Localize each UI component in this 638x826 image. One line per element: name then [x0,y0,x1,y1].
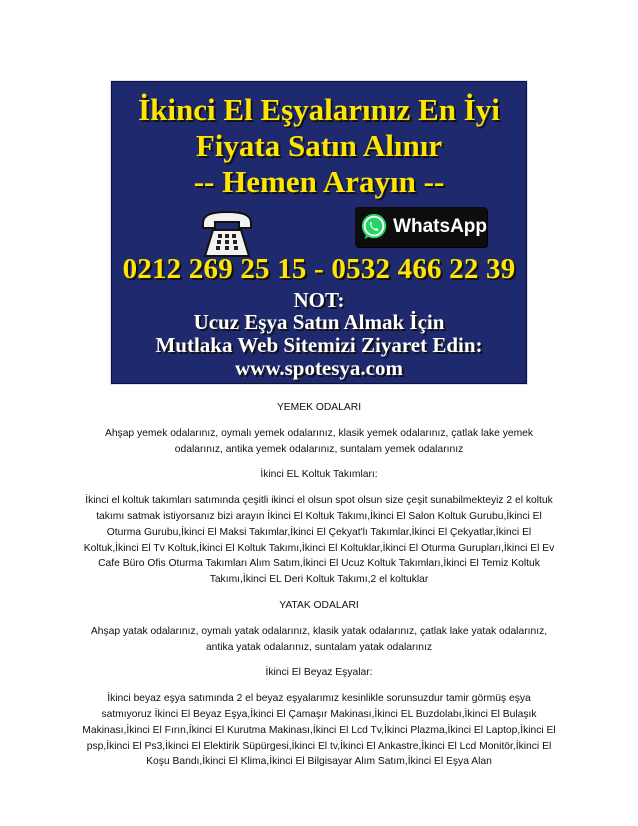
banner-headline-3: -- Hemen Arayın -- [193,164,445,199]
website-url: www.spotesya.com [235,356,403,380]
note-line-1: Ucuz Eşya Satın Almak İçin [193,310,445,334]
note-line-2: Mutlaka Web Sitemizi Ziyaret Edin: [155,333,483,357]
whatsapp-icon [359,211,389,243]
document-body [82,400,556,780]
advertisement-banner [110,80,528,385]
section-title-yemek: YEMEK ODALARI [276,402,362,413]
phone-numbers: 0212 269 25 15 - 0532 466 22 39 [122,253,516,285]
section-text-yemek: Ahşap yemek odalarınız, oymalı yemek odalarınız, klasik yemek odalarınız, çatlak lake yemek odalarınız, antika yemek odalarınız, suntalam yemek odalarınız [104,427,534,455]
whatsapp-badge [355,207,487,247]
banner-headline-1: İkinci El Eşyalarınız En İyi [138,92,500,127]
section-text-yatak: Ahşap yatak odalarınız, oymalı yatak odalarınız, klasik yatak odalarınız, çatlak lake yatak odalarınız, antika yatak odalarınız, suntalam yatak odalarınız [90,625,548,653]
banner-headline-2: Fiyata Satın Alınır [195,128,443,163]
section-text-beyaz: İkinci beyaz eşya satımında 2 el beyaz eşyalarımız kesinlikle sorunsuzdur tamir görmüş eşya satmıyoruz İkinci El Beyaz Eşya,İkinci El Çamaşır Makinası,İkinci EL Buzdolabı,İkinci El Bulaşık Makinası,İkinci El Fırın,İkinci El Kurutma Makinası,İkinci El Lcd Tv,İkinci Plazma,İkinci El Laptop,İkinci El psp,İkinci El Ps3,İkinci El Elektirik Süpürgesi,İkinci El tv,İkinci El Ankastre,İkinci El Lcd Monitör,İkinci El Koşu Bandı,İkinci El Klima,İkinci El Bilgisayar Alım Satım,İkinci El Eşya Alan [82,693,556,768]
whatsapp-label: WhatsApp [393,216,487,237]
section-title-yatak: YATAK ODALARI [279,599,359,611]
section-title-koltuk: İkinci EL Koltuk Takımları: [260,469,378,481]
note-title: NOT: [293,288,345,312]
section-title-beyaz: İkinci El Beyaz Eşyalar: [265,667,373,679]
section-text-koltuk: İkinci el koltuk takımları satımında çeşitli ikinci el olsun spot olsun size çeşit sunabilmekteyiz 2 el koltuk takımı satmak istiyorsanız bizi arayın İkinci El Koltuk Takımı,İkinci El Salon Koltuk Gurubu,İkinci El Oturma Gurubu,İkinci El Maksi Takımlar,İkinci El Çekyat'lı Takımlar,İkinci El Çekyatlar,İkinci El Koltuk,İkinci El Tv Koltuk,İkinci El Koltuk Takımı,İkinci El Koltuklar,İkinci El Oturma Gurupları,İkinci El Ev Cafe Büro Ofis Oturma Takımları Alım Satım,İkinci El Ucuz Koltuk Takımları,İkinci El Temiz Koltuk Takımı,İkinci EL Deri Koltuk Takımı,2 el koltuklar [83,495,555,586]
